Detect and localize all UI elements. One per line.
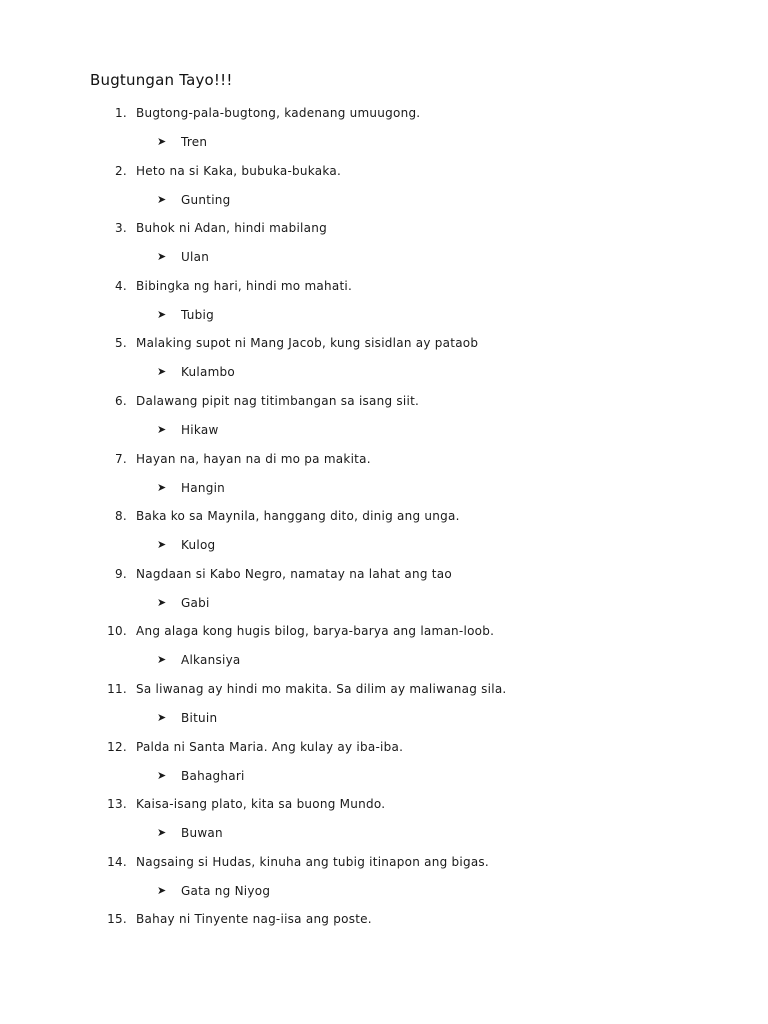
riddle-question: Nagsaing si Hudas, kinuha ang tubig itinapon ang bigas. bbox=[136, 855, 489, 869]
arrowhead-bullet-icon: ➤ bbox=[157, 711, 167, 724]
riddle-question: Palda ni Santa Maria. Ang kulay ay iba-iba. bbox=[136, 740, 404, 754]
arrowhead-bullet-icon: ➤ bbox=[157, 193, 167, 206]
riddle-item bbox=[0, 624, 768, 644]
riddle-item bbox=[0, 221, 768, 241]
riddle-answer-text: Bahaghari bbox=[181, 769, 245, 783]
riddle-answer bbox=[0, 596, 768, 616]
riddle-item bbox=[0, 279, 768, 299]
arrowhead-bullet-icon: ➤ bbox=[157, 596, 167, 609]
riddle-number: 8. bbox=[115, 509, 127, 523]
riddle-item bbox=[0, 797, 768, 817]
riddle-question: Bibingka ng hari, hindi mo mahati. bbox=[136, 279, 353, 293]
riddle-number: 14. bbox=[107, 855, 127, 869]
riddle-answer bbox=[0, 826, 768, 846]
riddle-answer-text: Ulan bbox=[181, 250, 210, 264]
riddle-answer-text: Gunting bbox=[181, 193, 231, 207]
riddle-answer bbox=[0, 481, 768, 501]
riddle-question: Malaking supot ni Mang Jacob, kung sisidlan ay pataob bbox=[136, 336, 479, 350]
riddle-answer-text: Buwan bbox=[181, 826, 223, 840]
riddle-question: Hayan na, hayan na di mo pa makita. bbox=[136, 452, 371, 466]
document-title: Bugtungan Tayo!!! bbox=[90, 71, 233, 89]
riddle-item bbox=[0, 164, 768, 184]
riddle-item bbox=[0, 336, 768, 356]
riddle-number: 12. bbox=[107, 740, 127, 754]
arrowhead-bullet-icon: ➤ bbox=[157, 538, 167, 551]
riddle-item bbox=[0, 567, 768, 587]
riddle-answer bbox=[0, 653, 768, 673]
riddle-question: Ang alaga kong hugis bilog, barya-barya ang laman-loob. bbox=[136, 624, 495, 638]
arrowhead-bullet-icon: ➤ bbox=[157, 250, 167, 263]
riddle-answer-text: Gabi bbox=[181, 596, 210, 610]
riddle-answer bbox=[0, 308, 768, 328]
riddle-number: 5. bbox=[115, 336, 127, 350]
arrowhead-bullet-icon: ➤ bbox=[157, 135, 167, 148]
riddle-number: 4. bbox=[115, 279, 127, 293]
riddle-question: Buhok ni Adan, hindi mabilang bbox=[136, 221, 327, 235]
riddle-number: 7. bbox=[115, 452, 127, 466]
riddle-item bbox=[0, 452, 768, 472]
riddle-number: 10. bbox=[107, 624, 127, 638]
riddle-answer bbox=[0, 365, 768, 385]
arrowhead-bullet-icon: ➤ bbox=[157, 365, 167, 378]
riddle-question: Baka ko sa Maynila, hanggang dito, dinig ang unga. bbox=[136, 509, 460, 523]
riddle-answer bbox=[0, 884, 768, 904]
arrowhead-bullet-icon: ➤ bbox=[157, 423, 167, 436]
riddle-answer-text: Alkansiya bbox=[181, 653, 241, 667]
riddle-answer bbox=[0, 193, 768, 213]
riddle-item bbox=[0, 394, 768, 414]
arrowhead-bullet-icon: ➤ bbox=[157, 884, 167, 897]
riddle-answer-text: Hangin bbox=[181, 481, 226, 495]
riddle-number: 15. bbox=[107, 912, 127, 926]
arrowhead-bullet-icon: ➤ bbox=[157, 653, 167, 666]
riddle-number: 9. bbox=[115, 567, 127, 581]
riddle-number: 11. bbox=[107, 682, 127, 696]
riddle-answer-text: Tren bbox=[181, 135, 208, 149]
riddle-answer bbox=[0, 711, 768, 731]
riddle-answer bbox=[0, 423, 768, 443]
riddle-question: Nagdaan si Kabo Negro, namatay na lahat ang tao bbox=[136, 567, 452, 581]
arrowhead-bullet-icon: ➤ bbox=[157, 769, 167, 782]
riddle-answer bbox=[0, 769, 768, 789]
riddle-answer bbox=[0, 538, 768, 558]
riddle-answer-text: Kulog bbox=[181, 538, 216, 552]
riddle-item bbox=[0, 509, 768, 529]
riddle-item bbox=[0, 912, 768, 932]
riddle-answer bbox=[0, 250, 768, 270]
riddle-number: 6. bbox=[115, 394, 127, 408]
riddle-question: Heto na si Kaka, bubuka-bukaka. bbox=[136, 164, 342, 178]
riddle-answer-text: Hikaw bbox=[181, 423, 219, 437]
arrowhead-bullet-icon: ➤ bbox=[157, 481, 167, 494]
riddle-number: 1. bbox=[115, 106, 127, 120]
riddle-answer-text: Bituin bbox=[181, 711, 218, 725]
riddle-item bbox=[0, 740, 768, 760]
riddle-number: 3. bbox=[115, 221, 127, 235]
riddle-item bbox=[0, 682, 768, 702]
riddle-question: Kaisa-isang plato, kita sa buong Mundo. bbox=[136, 797, 386, 811]
riddle-answer-text: Gata ng Niyog bbox=[181, 884, 271, 898]
riddle-answer bbox=[0, 135, 768, 155]
riddle-number: 2. bbox=[115, 164, 127, 178]
riddle-item bbox=[0, 106, 768, 126]
riddle-question: Dalawang pipit nag titimbangan sa isang siit. bbox=[136, 394, 420, 408]
riddle-question: Bugtong-pala-bugtong, kadenang umuugong. bbox=[136, 106, 421, 120]
riddle-question: Sa liwanag ay hindi mo makita. Sa dilim ay maliwanag sila. bbox=[136, 682, 507, 696]
arrowhead-bullet-icon: ➤ bbox=[157, 308, 167, 321]
riddle-item bbox=[0, 855, 768, 875]
arrowhead-bullet-icon: ➤ bbox=[157, 826, 167, 839]
riddle-question: Bahay ni Tinyente nag-iisa ang poste. bbox=[136, 912, 372, 926]
riddle-number: 13. bbox=[107, 797, 127, 811]
riddle-answer-text: Kulambo bbox=[181, 365, 235, 379]
riddle-answer-text: Tubig bbox=[181, 308, 214, 322]
